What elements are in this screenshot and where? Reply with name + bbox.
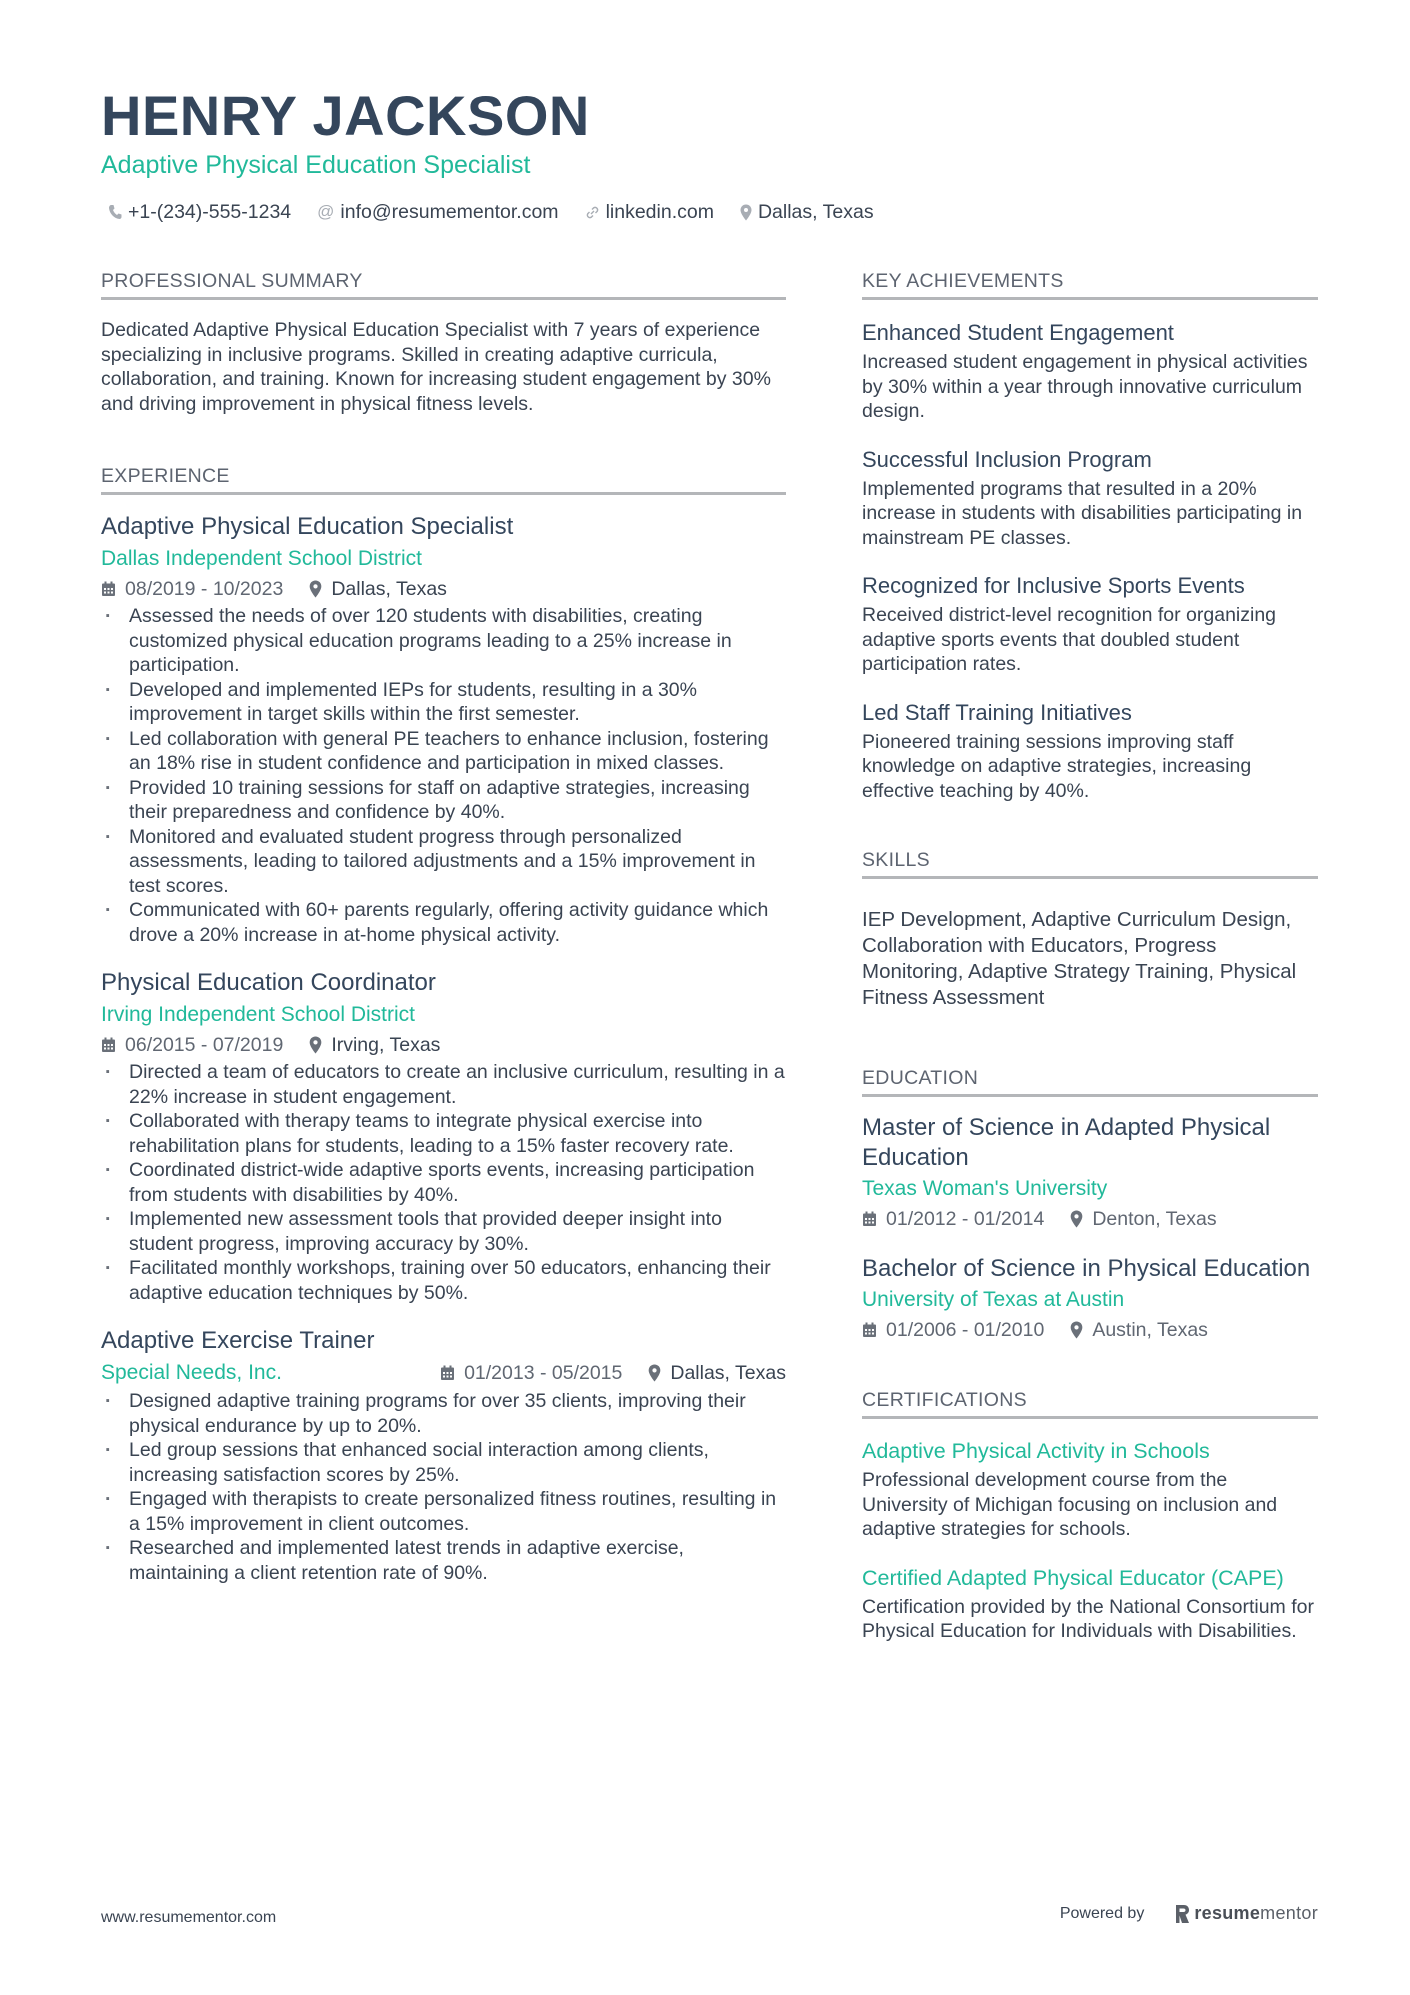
education-meta (862, 1206, 1318, 1232)
certification-item (862, 1437, 1318, 1542)
job-location: Irving, Texas (331, 1034, 441, 1056)
bullet-item: · Provided 10 training sessions for staff on adaptive strategies, increasing their preparedness and confidence by 40%. (101, 776, 786, 825)
achievement-desc: Received district-level recognition for organizing adaptive sports events that doubled student participation rates. (862, 604, 1277, 675)
contact-phone[interactable] (108, 199, 291, 225)
job-company: Irving Independent School District (101, 1003, 416, 1026)
left-column (101, 268, 786, 1585)
calendar-icon (862, 1211, 877, 1227)
job-meta (440, 1360, 786, 1386)
calendar-icon (862, 1322, 877, 1338)
map-pin-icon (309, 1036, 322, 1054)
degree-title: Bachelor of Science in Physical Education (862, 1255, 1311, 1282)
degree-title: Master of Science in Adapted Physical Education (862, 1114, 1271, 1171)
school-name: Texas Woman's University (862, 1177, 1108, 1200)
map-pin-icon (648, 1364, 661, 1382)
email-text: info@resumementor.com (340, 201, 559, 223)
achievement-item (862, 698, 1318, 804)
education-item (862, 1254, 1318, 1343)
education-dates: 01/2006 - 01/2010 (886, 1319, 1045, 1341)
bullet-item: · Directed a team of educators to create an inclusive curriculum, resulting in a 22% increase in student engagement. (101, 1060, 786, 1109)
section-heading-experience: EXPERIENCE (101, 463, 786, 495)
bullet-item: · Assessed the needs of over 120 students with disabilities, creating customized physical education programs leading to a 25% increase in participation. (101, 604, 786, 678)
location-text: Dallas, Texas (757, 201, 874, 223)
bullet-item: · Led collaboration with general PE teachers to enhance inclusion, fostering an 18% rise in student confidence and participation in mixed classes. (101, 727, 786, 776)
summary-text: Dedicated Adaptive Physical Education Specialist with 7 years of experience specializing in inclusive programs. Skilled in creating adaptive curricula, collaboration, and training. Known for increasing student engagement by 30% and driving improvement in physical fitness levels. (101, 319, 771, 415)
job-title: Adaptive Exercise Trainer (101, 1327, 375, 1354)
summary-section (101, 268, 786, 416)
education-item (862, 1113, 1318, 1232)
job-location: Dallas, Texas (670, 1362, 786, 1384)
map-pin-icon (1070, 1321, 1083, 1339)
calendar-icon (440, 1365, 455, 1381)
certification-title: Adaptive Physical Activity in Schools (862, 1439, 1210, 1463)
brand-logo[interactable] (1174, 1903, 1318, 1924)
achievement-title: Recognized for Inclusive Sports Events (862, 573, 1245, 598)
footer-powered-by (1060, 1903, 1318, 1924)
achievement-title: Enhanced Student Engagement (862, 320, 1174, 345)
brand-name-bold: resume (1194, 1903, 1261, 1923)
achievement-title: Led Staff Training Initiatives (862, 699, 1132, 725)
contact-row (108, 199, 900, 225)
bullet-item: · Facilitated monthly workshops, training over 50 educators, enhancing their adaptive education techniques by 50%. (101, 1256, 786, 1305)
bullet-item: · Communicated with 60+ parents regularly, offering activity guidance which drove a 20% increase in at-home physical activity. (101, 898, 786, 947)
job-dates: 06/2015 - 07/2019 (125, 1034, 284, 1056)
certification-title: Certified Adapted Physical Educator (CAPE) (862, 1565, 1284, 1590)
brand-name-light: mentor (1260, 1903, 1318, 1923)
bullet-item: · Led group sessions that enhanced social interaction among clients, increasing satisfaction scores by 25%. (101, 1438, 786, 1487)
map-pin-icon (740, 204, 752, 221)
footer-website-link[interactable]: www.resumementor.com (101, 1909, 277, 1926)
bullet-item: · Implemented new assessment tools that provided deeper insight into student progress, improving accuracy by 30%. (101, 1207, 786, 1256)
job-company: Dallas Independent School District (101, 547, 423, 570)
linkedin-text: linkedin.com (605, 201, 714, 223)
bullet-item: · Designed adaptive training programs for over 35 clients, improving their physical endurance by up to 20%. (101, 1389, 786, 1438)
link-icon (585, 205, 600, 220)
job-meta (101, 576, 786, 602)
job-title: Physical Education Coordinator (101, 969, 436, 996)
right-column (862, 268, 1318, 1644)
contact-email[interactable] (317, 199, 558, 225)
candidate-title: Adaptive Physical Education Specialist (101, 151, 531, 179)
certification-item (862, 1564, 1318, 1644)
job-bullets (101, 1389, 786, 1585)
at-icon: @ (317, 202, 335, 221)
calendar-icon (101, 1037, 116, 1053)
section-heading-achievements: KEY ACHIEVEMENTS (862, 268, 1318, 300)
section-heading-summary: PROFESSIONAL SUMMARY (101, 268, 786, 300)
job-entry (101, 511, 786, 947)
bullet-item: · Collaborated with therapy teams to integrate physical exercise into rehabilitation plans for students, leading to a 15% faster recovery rate. (101, 1109, 786, 1158)
job-entry (101, 1325, 786, 1585)
school-name: University of Texas at Austin (862, 1288, 1125, 1311)
section-heading-certifications: CERTIFICATIONS (862, 1387, 1318, 1419)
contact-location (740, 199, 874, 225)
skills-list: IEP Development, Adaptive Curriculum Design, Collaboration with Educators, Progress Monitoring, Adaptive Strategy Training, Physical Fitness Assessment (862, 908, 1297, 1009)
education-location: Austin, Texas (1092, 1319, 1208, 1341)
candidate-name: HENRY JACKSON (101, 84, 590, 147)
skills-section (862, 847, 1318, 1011)
bullet-item: · Monitored and evaluated student progress through personalized assessments, leading to tailored adjustments and a 15% improvement in test scores. (101, 825, 786, 899)
map-pin-icon (309, 580, 322, 598)
education-dates: 01/2012 - 01/2014 (886, 1208, 1045, 1230)
powered-by-label: Powered by (1059, 1904, 1145, 1922)
map-pin-icon (1070, 1210, 1083, 1228)
education-meta (862, 1317, 1318, 1343)
experience-section (101, 463, 786, 1585)
job-location: Dallas, Texas (331, 578, 447, 600)
achievement-item (862, 445, 1318, 551)
achievement-desc: Implemented programs that resulted in a 20% increase in students with disabilities participating in mainstream PE classes. (862, 477, 1303, 549)
job-meta (101, 1032, 786, 1058)
bullet-item: · Coordinated district-wide adaptive sports events, increasing participation from students with disabilities by 40%. (101, 1158, 786, 1207)
certifications-section (862, 1387, 1318, 1644)
job-bullets (101, 604, 786, 947)
section-heading-education: EDUCATION (862, 1065, 1318, 1097)
job-entry (101, 967, 786, 1305)
achievement-item (862, 318, 1318, 424)
education-location: Denton, Texas (1092, 1208, 1217, 1230)
job-company: Special Needs, Inc. (101, 1361, 282, 1384)
contact-linkedin[interactable] (585, 199, 714, 225)
achievement-item (862, 571, 1318, 677)
job-title: Adaptive Physical Education Specialist (101, 513, 514, 540)
phone-text: +1-(234)-555-1234 (128, 201, 292, 223)
certification-desc: Certification provided by the National Consortium for Physical Education for Individuals with Disabilities. (862, 1595, 1314, 1642)
section-heading-skills: SKILLS (862, 847, 1318, 879)
bullet-item: · Developed and implemented IEPs for students, resulting in a 30% improvement in target skills within the first semester. (101, 678, 786, 727)
achievement-desc: Pioneered training sessions improving staff knowledge on adaptive strategies, increasing effective teaching by 40%. (862, 730, 1252, 802)
job-dates: 08/2019 - 10/2023 (125, 578, 284, 600)
resumementor-logo-icon (1174, 1904, 1190, 1924)
bullet-item: · Researched and implemented latest trends in adaptive exercise, maintaining a client retention rate of 90%. (101, 1536, 786, 1585)
achievement-title: Successful Inclusion Program (862, 446, 1152, 472)
calendar-icon (101, 581, 116, 597)
education-section (862, 1065, 1318, 1343)
job-dates: 01/2013 - 05/2015 (464, 1362, 623, 1384)
job-bullets (101, 1060, 786, 1305)
bullet-item: · Engaged with therapists to create personalized fitness routines, resulting in a 15% improvement in client outcomes. (101, 1487, 786, 1536)
certification-desc: Professional development course from the University of Michigan focusing on inclusion and adaptive strategies for schools. (862, 1469, 1278, 1540)
achievements-section (862, 268, 1318, 803)
achievement-desc: Increased student engagement in physical activities by 30% within a year through innovative curriculum design. (862, 351, 1308, 422)
phone-icon (108, 204, 122, 220)
